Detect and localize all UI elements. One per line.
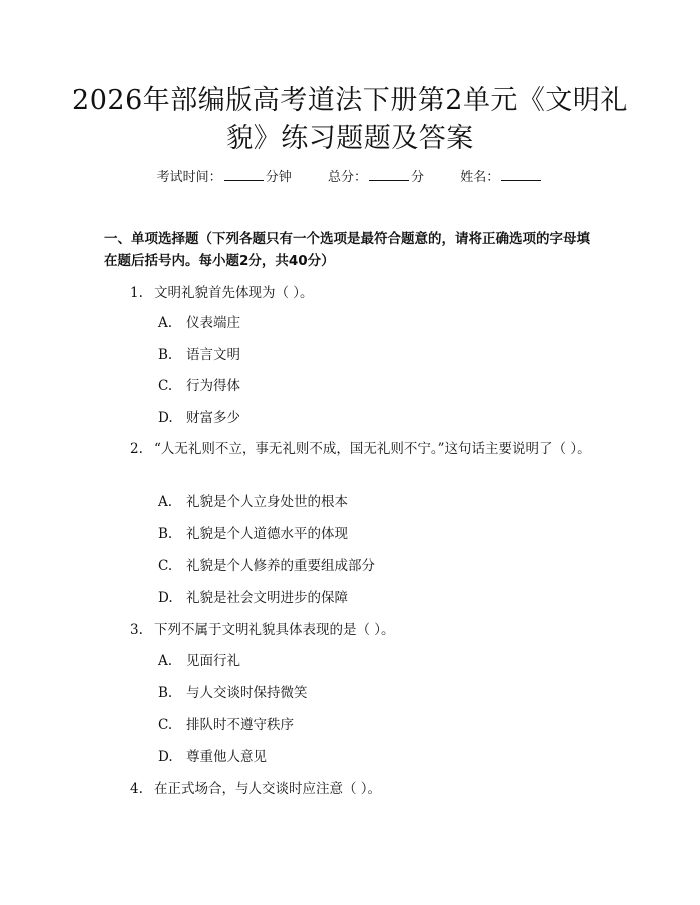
- option-3c: [158, 715, 294, 735]
- name-label: 姓名：: [460, 170, 500, 185]
- option-text: 与人交谈时保持微笑: [186, 685, 308, 701]
- question-3: [104, 619, 600, 641]
- option-letter: A.: [158, 494, 173, 510]
- option-letter: A.: [158, 653, 173, 669]
- option-letter: A.: [158, 315, 173, 331]
- option-3d: [158, 747, 267, 767]
- question-number: 1.: [130, 285, 143, 301]
- option-letter: D.: [158, 749, 173, 765]
- exam-time-blank: [224, 168, 264, 181]
- option-text: 礼貌是个人立身处世的根本: [186, 494, 348, 510]
- question-text: “人无礼则不立，事无礼则不成，国无礼则不宁。”这句话主要说明了（ ）。: [154, 441, 591, 457]
- option-text: 见面行礼: [186, 653, 240, 669]
- option-1b: [158, 345, 240, 365]
- total-score-label: 总分：: [327, 170, 367, 185]
- exam-time-unit: 分钟: [265, 170, 292, 185]
- option-text: 排队时不遵守秩序: [186, 717, 294, 733]
- question-text: 在正式场合，与人交谈时应注意（ ）。: [154, 781, 382, 797]
- option-text: 礼貌是个人道德水平的体现: [186, 526, 348, 542]
- question-1: [104, 282, 600, 304]
- question-text: 文明礼貌首先体现为（ ）。: [154, 285, 314, 301]
- exam-time-label: 考试时间：: [156, 170, 222, 185]
- option-letter: D.: [158, 410, 173, 426]
- question-number: 2.: [130, 441, 143, 457]
- option-1d: [158, 408, 240, 428]
- option-text: 尊重他人意见: [186, 749, 267, 765]
- section-heading: 一、单项选择题（下列各题只有一个选项是最符合题意的，请将正确选项的字母填在题后括号内。每小题2分，共40分）: [104, 231, 590, 269]
- question-number: 4.: [130, 781, 143, 797]
- option-3a: [158, 651, 240, 671]
- total-score-unit: 分: [411, 170, 425, 185]
- option-2c: [158, 556, 375, 576]
- option-letter: C.: [158, 378, 173, 394]
- option-3b: [158, 683, 308, 703]
- option-1a: [158, 313, 240, 333]
- option-letter: D.: [158, 590, 173, 606]
- question-text: 下列不属于文明礼貌具体表现的是（ ）。: [154, 622, 395, 638]
- option-text: 仪表端庄: [186, 315, 240, 331]
- exam-info-line: [0, 168, 700, 187]
- option-letter: B.: [158, 685, 173, 701]
- option-2b: [158, 524, 348, 544]
- option-letter: B.: [158, 526, 173, 542]
- question-number: 3.: [130, 622, 143, 638]
- option-1c: [158, 376, 240, 396]
- document-title: 2026年部编版高考道法下册第2单元《文明礼貌》练习题题及答案: [72, 85, 628, 154]
- option-2a: [158, 492, 348, 512]
- option-text: 礼貌是个人修养的重要组成部分: [186, 558, 375, 574]
- option-letter: B.: [158, 347, 173, 363]
- total-score-blank: [369, 168, 409, 181]
- option-text: 行为得体: [186, 378, 240, 394]
- option-letter: C.: [158, 558, 173, 574]
- question-2: [104, 438, 600, 460]
- name-blank: [501, 168, 541, 181]
- option-text: 语言文明: [186, 347, 240, 363]
- option-text: 财富多少: [186, 410, 240, 426]
- question-4: [104, 778, 600, 800]
- option-2d: [158, 588, 348, 608]
- option-text: 礼貌是社会文明进步的保障: [186, 590, 348, 606]
- option-letter: C.: [158, 717, 173, 733]
